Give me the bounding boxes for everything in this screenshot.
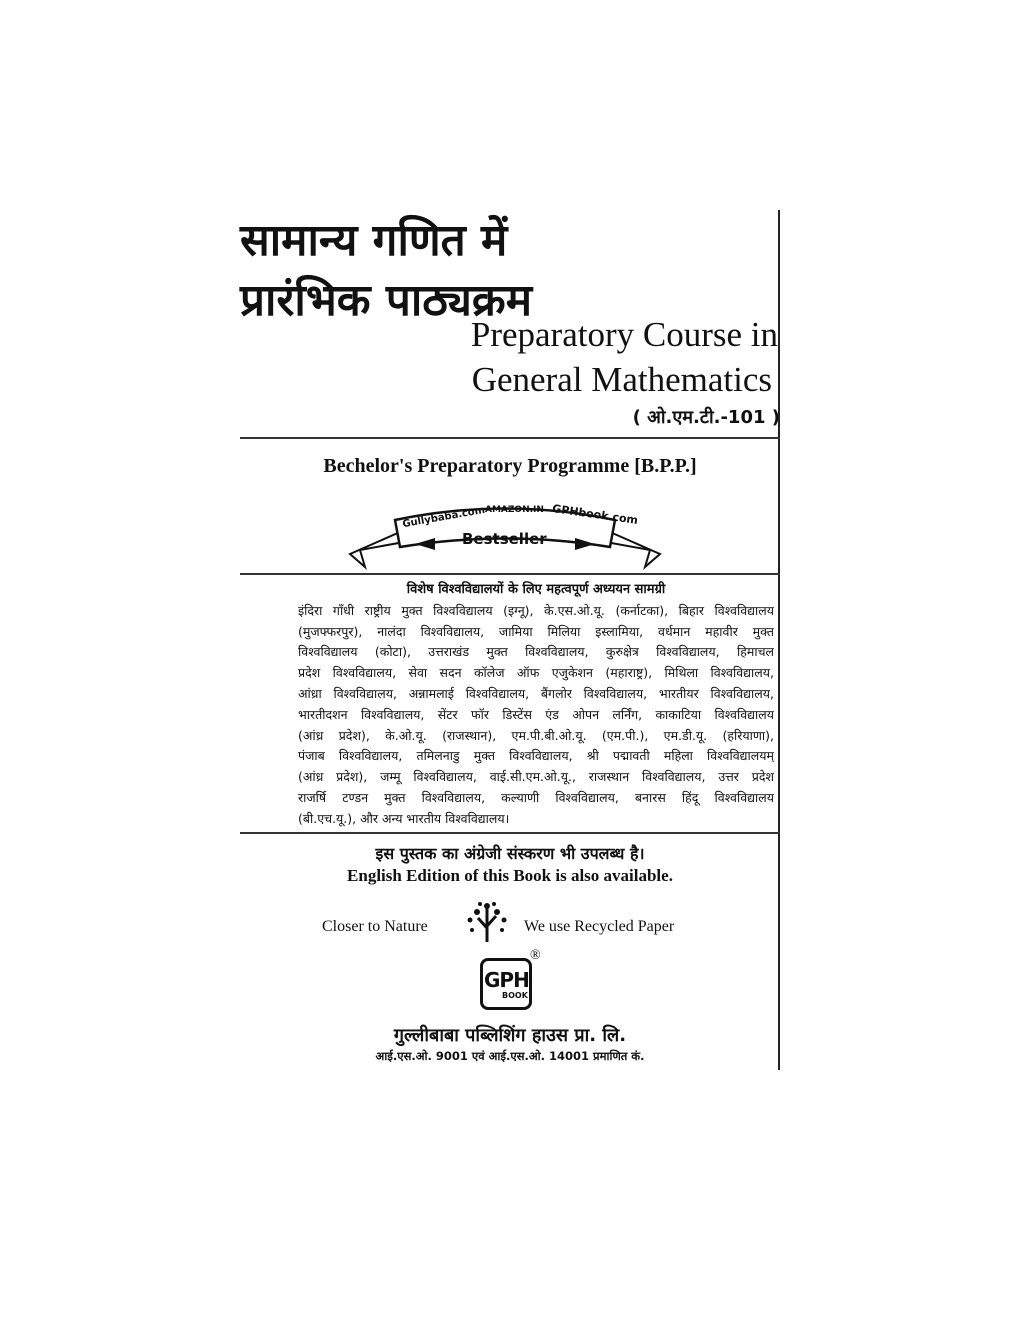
universities-line: राजर्षि टण्डन मुक्त विश्वविद्यालय, कल्याणी विश्वविद्यालय, बनारस हिंदू विश्वविद्यालय [298,789,774,805]
logo-text: GPH [484,968,529,992]
site-amazon: AMAZON.IN [485,505,544,515]
universities-heading: विशेष विश्वविद्यालयों के लिए महत्वपूर्ण अध्ययन सामग्री [406,582,666,597]
gph-logo [476,950,546,1016]
universities-line: आंध्रा विश्वविद्यालय, अन्नामलाई विश्वविद्यालय, बैंगलोर विश्वविद्यालय, भारतीयर विश्वविद्यालय, [298,685,774,701]
hindi-title-line-2: प्रारंभिक पाठ्यक्रम [240,275,533,326]
universities-line: पंजाब विश्वविद्यालय, तमिलनाडु मुक्त विश्वविद्यालय, श्री पद्मावती महिला विश्वविद्यालयम् [298,748,774,764]
universities-line: इंदिरा गाँधी राष्ट्रीय मुक्त विश्वविद्यालय (इग्नू), के.एस.ओ.यू. (कर्नाटका), बिहार विश्वविद्यालय [298,602,774,618]
right-border-line [778,210,780,1070]
universities-line: विश्वविद्यालय (कोटा), उत्तराखंड मुक्त विश्वविद्यालय, कुरुक्षेत्र विश्वविद्यालय, हिमाचल [298,644,774,660]
universities-line: प्रदेश विश्वविद्यालय, सेवा सदन कॉलेज ऑफ एजुकेशन (महाराष्ट्र), मिथिला विश्वविद्यालय, [298,665,774,681]
universities-line: (मुजफ्फरपुर), नालंदा विश्वविद्यालय, जामिया मिलिया इस्लामिया, वर्धमान महावीर मुक्त [298,623,774,639]
bestseller-banner [340,492,670,572]
bestseller-label: Bestseller [462,530,547,548]
edition-note-english: English Edition of this Book is also available. [347,866,673,885]
programme-name: Bechelor's Preparatory Programme [B.P.P.] [323,455,697,477]
registered-mark: ® [530,948,541,963]
recycled-paper: We use Recycled Paper [524,918,675,935]
universities-list [298,580,774,830]
english-title-line-1: Preparatory Course in [470,315,778,354]
course-code: ( ओ.एम.टी.-101 ) [632,407,780,428]
universities-line: (आंध्र प्रदेश), के.ओ.यू. (राजस्थान), एम.पी.बी.ओ.यू. (एम.पी.), एम.डी.यू. (हरियाणा), [298,727,774,743]
site-gullybaba: Gullybaba.com [401,504,486,531]
divider [240,437,780,439]
universities-line: (आंध्र प्रदेश), जम्मू विश्वविद्यालय, वाई.सी.एम.ओ.यू., राजस्थान विश्वविद्यालय, उत्तर प्रदेश [298,769,774,785]
hindi-title-line-1: सामान्य गणित में [240,215,508,266]
divider [240,573,780,575]
logo-subtext: BOOK [502,991,528,1000]
divider [240,832,780,834]
edition-note-hindi: इस पुस्तक का अंग्रेजी संस्करण भी उपलब्ध है। [375,844,645,863]
closer-to-nature: Closer to Nature [322,918,428,935]
site-gphbook: GPHbook.com [551,502,639,527]
iso-certification: आई.एस.ओ. 9001 एवं आई.एस.ओ. 14001 प्रमाणित कं. [375,1049,645,1063]
english-title-line-2: General Mathematics [471,360,772,399]
universities-line: भारतीदशन विश्वविद्यालय, सेंटर फॉर डिस्टेंस एंड ओपन लर्निंग, काकाटिया विश्वविद्यालय [298,706,774,722]
universities-line: (बी.एच.यू.), और अन्य भारतीय विश्वविद्यालय। [298,810,510,826]
publisher-name: गुल्लीबाबा पब्लिशिंग हाउस प्रा. लि. [393,1025,627,1046]
tree-icon [462,900,512,944]
